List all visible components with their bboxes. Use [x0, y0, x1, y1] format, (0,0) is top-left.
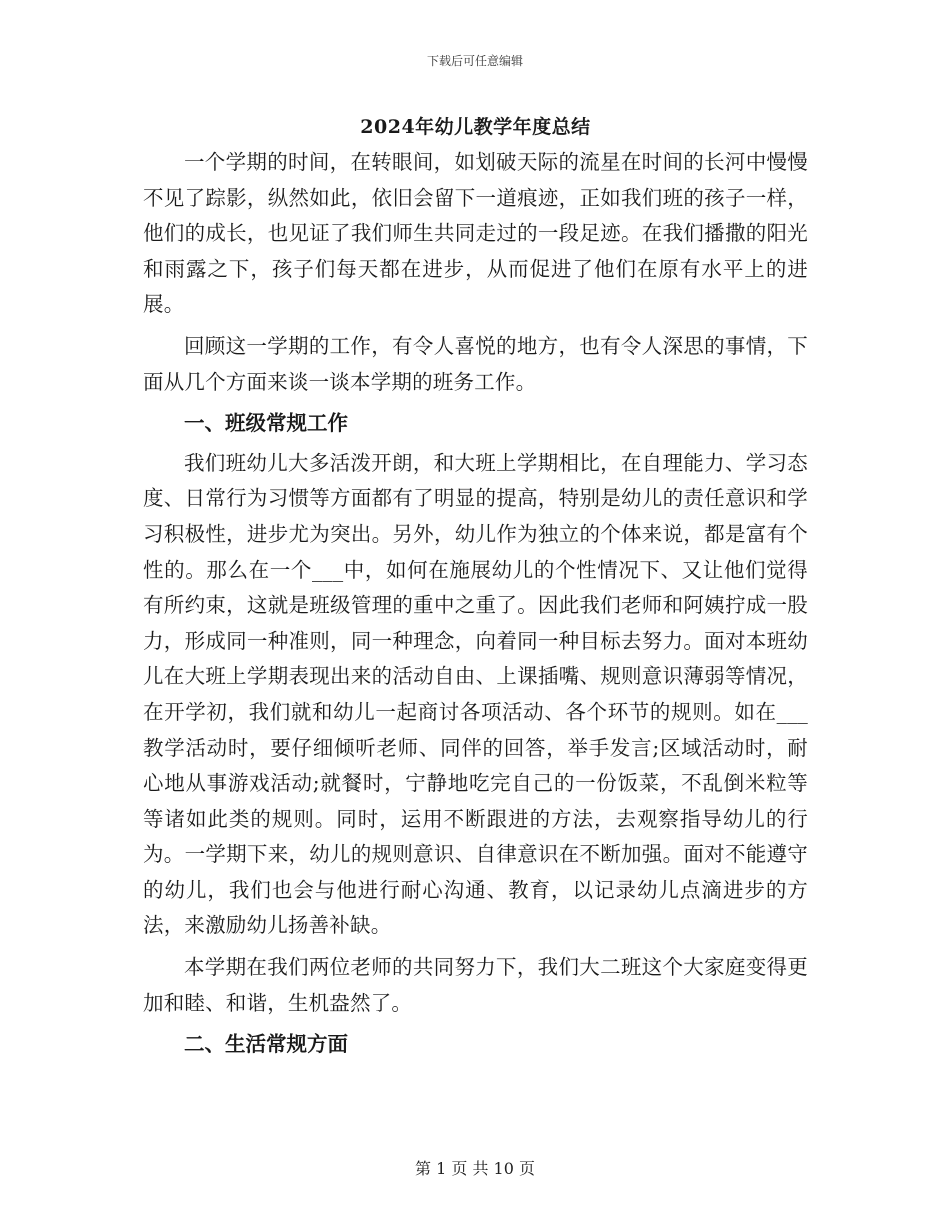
- paragraph-semester-summary: 本学期在我们两位老师的共同努力下，我们大二班这个大家庭变得更加和睦、和谐，生机盎然了。: [143, 955, 808, 1015]
- document-body: [143, 112, 808, 1067]
- paragraph-review: 回顾这一学期的工作，有令人喜悦的地方，也有令人深思的事情，下面从几个方面来谈一谈本学期的班务工作。: [143, 333, 808, 394]
- page-number: 第 1 页 共 10 页: [415, 1159, 535, 1178]
- paragraph-intro: 一个学期的时间，在转眼间，如划破天际的流星在时间的长河中慢慢不见了踪影，纵然如此，依旧会留下一道痕迹，正如我们班的孩子一样，他们的成长，也见证了我们师生共同走过的一段足迹。在我们播撒的阳光和雨露之下，孩子们每天都在进步，从而促进了他们在原有水平上的进展。: [143, 150, 808, 317]
- section-heading-life-routine: 二、生活常规方面: [184, 1032, 348, 1057]
- section-heading-class-routine: 一、班级常规工作: [184, 411, 348, 436]
- paragraph-class-routine: 我们班幼儿大多活泼开朗，和大班上学期相比，在自理能力、学习态度、日常行为习惯等方面都有了明显的提高，特别是幼儿的责任意识和学习积极性，进步尤为突出。另外，幼儿作为独立的个体来说，都是富有个性的。那么在一个___中，如何在施展幼儿的个性情况下、又让他们觉得有所约束，这就是班级管理的重中之重了。因此我们老师和阿姨拧成一股力，形成同一种准则，同一种理念，向着同一种目标去努力。面对本班幼儿在大班上学期表现出来的活动自由、上课插嘴、规则意识薄弱等情况，在开学初，我们就和幼儿一起商讨各项活动、各个环节的规则。如在___教学活动时，要仔细倾听老师、同伴的回答，举手发言;区域活动时，耐心地从事游戏活动;就餐时，宁静地吃完自己的一份饭菜，不乱倒米粒等等诸如此类的规则。同时，运用不断跟进的方法，去观察指导幼儿的行为。一学期下来，幼儿的规则意识、自律意识在不断加强。面对不能遵守的幼儿，我们也会与他进行耐心沟通、教育，以记录幼儿点滴进步的方法，来激励幼儿扬善补缺。: [143, 450, 808, 938]
- header-note: 下载后可任意编辑: [426, 54, 523, 68]
- document-title: 2024年幼儿教学年度总结: [360, 116, 591, 138]
